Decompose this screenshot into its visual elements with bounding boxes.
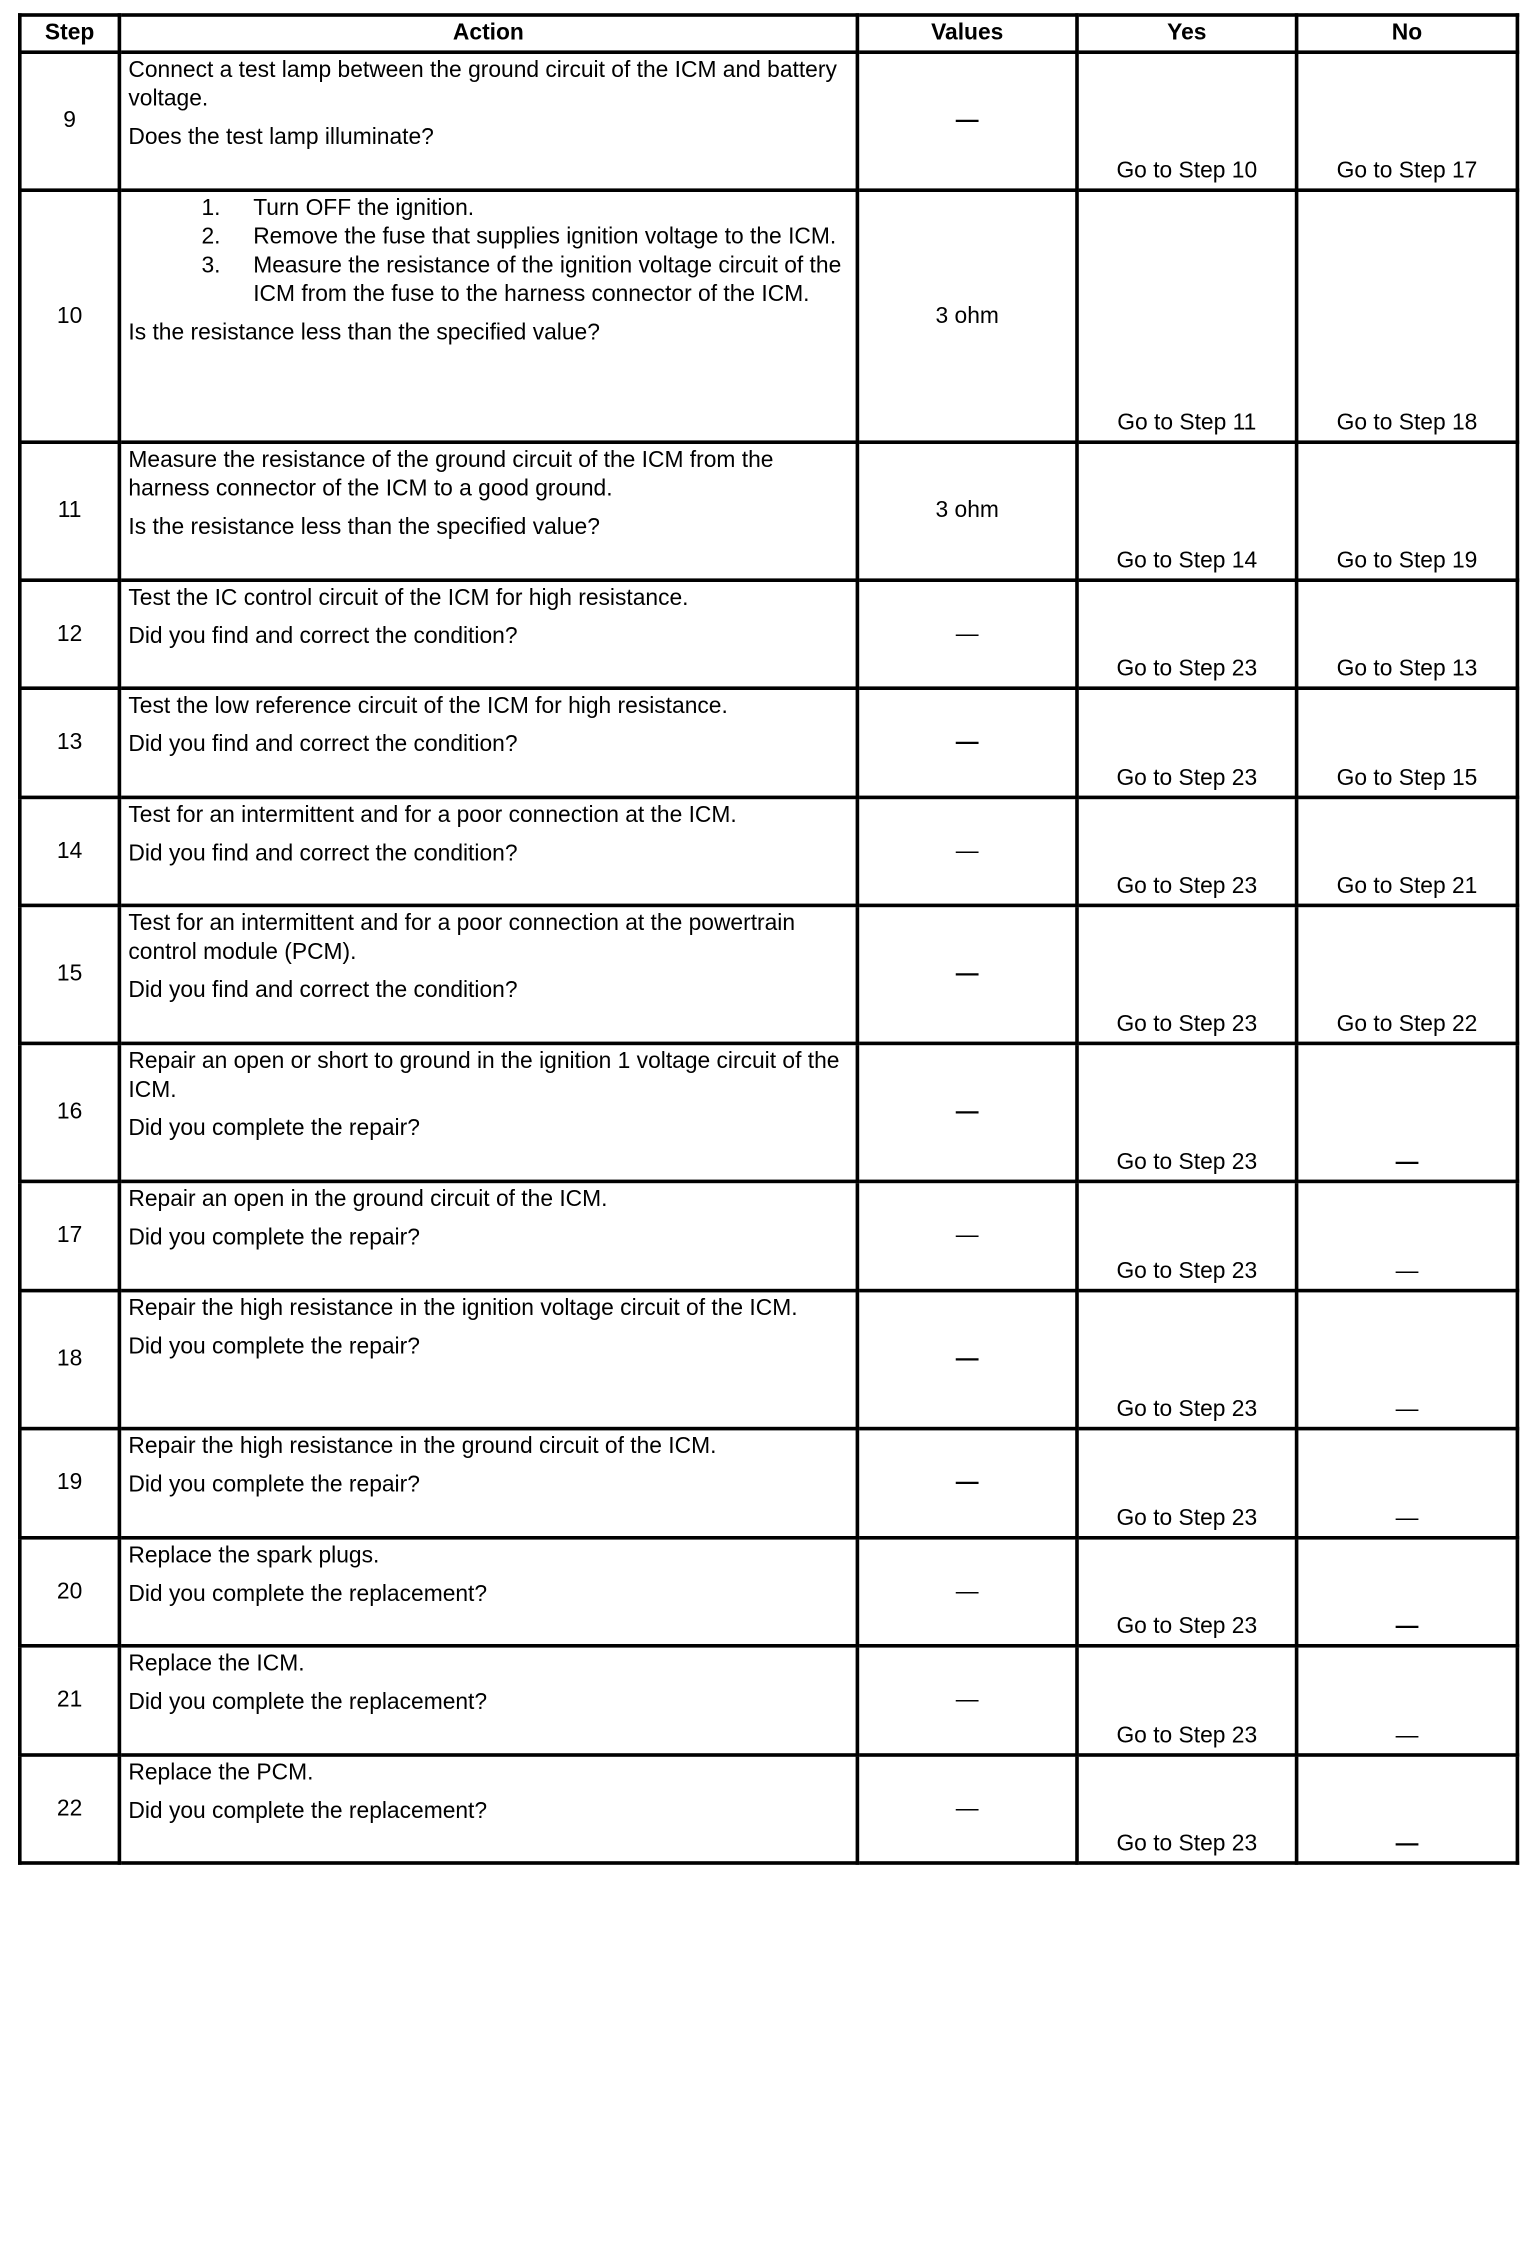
no-cell: Go to Step 18 bbox=[1297, 190, 1518, 442]
yes-cell: Go to Step 10 bbox=[1077, 52, 1297, 190]
no-cell: Go to Step 19 bbox=[1297, 442, 1518, 580]
yes-cell: Go to Step 23 bbox=[1077, 688, 1297, 797]
action-cell bbox=[119, 1429, 857, 1538]
yes-cell: Go to Step 23 bbox=[1077, 580, 1297, 688]
action-cell bbox=[119, 797, 857, 905]
action-question: Did you find and correct the condition? bbox=[128, 732, 518, 758]
action-question: Did you complete the repair? bbox=[128, 1225, 420, 1251]
value-cell: — bbox=[857, 797, 1077, 905]
table-row bbox=[20, 1291, 1518, 1429]
action-text: Repair the high resistance in the ignition voltage circuit of the ICM. bbox=[128, 1296, 798, 1322]
action-text: Test for an intermittent and for a poor connection at the ICM. bbox=[128, 802, 737, 829]
action-question: Did you find and correct the condition? bbox=[128, 978, 518, 1004]
action-cell bbox=[119, 1291, 857, 1429]
step-number: 17 bbox=[20, 1181, 120, 1290]
no-cell: — bbox=[1297, 1646, 1518, 1755]
no-cell: — bbox=[1297, 1538, 1518, 1646]
value-cell: — bbox=[857, 1429, 1077, 1538]
no-cell: Go to Step 21 bbox=[1297, 797, 1518, 905]
action-question: Did you complete the replacement? bbox=[128, 1798, 488, 1825]
value-cell: 3 ohm bbox=[857, 442, 1077, 580]
no-cell: — bbox=[1297, 1291, 1518, 1429]
value-cell: — bbox=[857, 1646, 1077, 1755]
yes-cell: Go to Step 23 bbox=[1077, 1646, 1297, 1755]
value-cell: 3 ohm bbox=[857, 190, 1077, 442]
action-cell bbox=[119, 1646, 857, 1755]
header-yes: Yes bbox=[1077, 15, 1297, 52]
value-cell: — bbox=[857, 1755, 1077, 1863]
no-cell: Go to Step 22 bbox=[1297, 905, 1518, 1043]
action-text: Test the IC control circuit of the ICM for high resistance. bbox=[128, 585, 689, 611]
action-cell bbox=[119, 442, 857, 580]
value-cell: — bbox=[857, 1181, 1077, 1290]
action-cell bbox=[119, 52, 857, 190]
step-number: 14 bbox=[20, 797, 120, 905]
step-number: 22 bbox=[20, 1755, 120, 1863]
action-text: Measure the resistance of the ground circuit of the ICM from the harness connector of the ICM to a good ground. bbox=[128, 447, 774, 502]
header-no: No bbox=[1297, 15, 1518, 52]
step-number: 15 bbox=[20, 905, 120, 1043]
step-number: 20 bbox=[20, 1538, 120, 1646]
action-question: Is the resistance less than the specified value? bbox=[128, 320, 600, 346]
no-cell: — bbox=[1297, 1755, 1518, 1863]
value-cell: — bbox=[857, 905, 1077, 1043]
header-values: Values bbox=[857, 15, 1077, 52]
action-text: Replace the ICM. bbox=[128, 1651, 305, 1677]
step-number: 16 bbox=[20, 1043, 120, 1181]
table-row bbox=[20, 905, 1518, 1043]
action-question: Did you complete the repair? bbox=[128, 1116, 420, 1142]
value-cell: — bbox=[857, 688, 1077, 797]
table-row bbox=[20, 797, 1518, 905]
list-item: 2. Remove the fuse that supplies ignition voltage to the ICM. bbox=[227, 223, 849, 252]
value-cell: — bbox=[857, 52, 1077, 190]
diagnostic-table bbox=[18, 13, 1519, 1865]
value-cell: — bbox=[857, 580, 1077, 688]
yes-cell: Go to Step 11 bbox=[1077, 190, 1297, 442]
action-question: Did you complete the replacement? bbox=[128, 1581, 488, 1607]
yes-cell: Go to Step 23 bbox=[1077, 1291, 1297, 1429]
action-cell bbox=[119, 580, 857, 688]
step-number: 11 bbox=[20, 442, 120, 580]
step-number: 21 bbox=[20, 1646, 120, 1755]
table-row bbox=[20, 688, 1518, 797]
value-cell: — bbox=[857, 1538, 1077, 1646]
table-row bbox=[20, 1043, 1518, 1181]
no-cell: Go to Step 13 bbox=[1297, 580, 1518, 688]
header-action: Action bbox=[119, 15, 857, 52]
step-number: 13 bbox=[20, 688, 120, 797]
step-number: 10 bbox=[20, 190, 120, 442]
action-question: Did you find and correct the condition? bbox=[128, 624, 518, 650]
action-question: Did you find and correct the condition? bbox=[128, 841, 518, 867]
table-row bbox=[20, 1538, 1518, 1646]
action-text: Test the low reference circuit of the ICM for high resistance. bbox=[128, 693, 728, 719]
no-cell: — bbox=[1297, 1429, 1518, 1538]
table-row bbox=[20, 190, 1518, 442]
yes-cell: Go to Step 23 bbox=[1077, 905, 1297, 1043]
yes-cell: Go to Step 23 bbox=[1077, 1043, 1297, 1181]
action-cell bbox=[119, 688, 857, 797]
action-question: Does the test lamp illuminate? bbox=[128, 124, 434, 150]
action-cell bbox=[119, 1755, 857, 1863]
table-row bbox=[20, 1181, 1518, 1290]
action-question: Is the resistance less than the specified value? bbox=[128, 514, 600, 540]
value-cell: — bbox=[857, 1291, 1077, 1429]
step-number: 9 bbox=[20, 52, 120, 190]
table-row bbox=[20, 1429, 1518, 1538]
no-cell: — bbox=[1297, 1181, 1518, 1290]
table-row bbox=[20, 442, 1518, 580]
yes-cell: Go to Step 23 bbox=[1077, 1429, 1297, 1538]
action-text: Connect a test lamp between the ground circuit of the ICM and battery voltage. bbox=[128, 57, 837, 112]
action-text: Replace the PCM. bbox=[128, 1760, 314, 1786]
action-cell bbox=[119, 905, 857, 1043]
table-row bbox=[20, 1755, 1518, 1863]
action-question: Did you complete the repair? bbox=[128, 1472, 420, 1498]
no-cell: Go to Step 15 bbox=[1297, 688, 1518, 797]
action-cell bbox=[119, 1043, 857, 1181]
yes-cell: Go to Step 23 bbox=[1077, 1755, 1297, 1863]
action-question: Did you complete the repair? bbox=[128, 1334, 420, 1360]
value-cell: — bbox=[857, 1043, 1077, 1181]
action-cell bbox=[119, 1538, 857, 1646]
action-text: Repair an open in the ground circuit of the ICM. bbox=[128, 1186, 608, 1212]
list-item: 3. Measure the resistance of the ignition voltage circuit of the ICM from the fuse to the harness connector of the ICM. bbox=[227, 252, 849, 310]
action-cell bbox=[119, 190, 857, 442]
table-row bbox=[20, 52, 1518, 190]
header-row bbox=[20, 15, 1518, 52]
table-row bbox=[20, 580, 1518, 688]
yes-cell: Go to Step 23 bbox=[1077, 1181, 1297, 1290]
list-item: 1. Turn OFF the ignition. bbox=[227, 194, 849, 223]
step-number: 18 bbox=[20, 1291, 120, 1429]
header-step: Step bbox=[20, 15, 120, 52]
no-cell: Go to Step 17 bbox=[1297, 52, 1518, 190]
action-cell bbox=[119, 1181, 857, 1290]
table-row bbox=[20, 1646, 1518, 1755]
step-number: 19 bbox=[20, 1429, 120, 1538]
action-text: Test for an intermittent and for a poor connection at the powertrain control module (PCM). bbox=[128, 910, 796, 965]
no-cell: — bbox=[1297, 1043, 1518, 1181]
action-text: Repair the high resistance in the ground circuit of the ICM. bbox=[128, 1434, 717, 1460]
action-question: Did you complete the replacement? bbox=[128, 1689, 488, 1715]
step-number: 12 bbox=[20, 580, 120, 688]
action-text: Repair an open or short to ground in the ignition 1 voltage circuit of the ICM. bbox=[128, 1048, 840, 1103]
action-text: Replace the spark plugs. bbox=[128, 1543, 380, 1569]
yes-cell: Go to Step 23 bbox=[1077, 797, 1297, 905]
yes-cell: Go to Step 23 bbox=[1077, 1538, 1297, 1646]
yes-cell: Go to Step 14 bbox=[1077, 442, 1297, 580]
action-steps-list bbox=[128, 194, 848, 309]
